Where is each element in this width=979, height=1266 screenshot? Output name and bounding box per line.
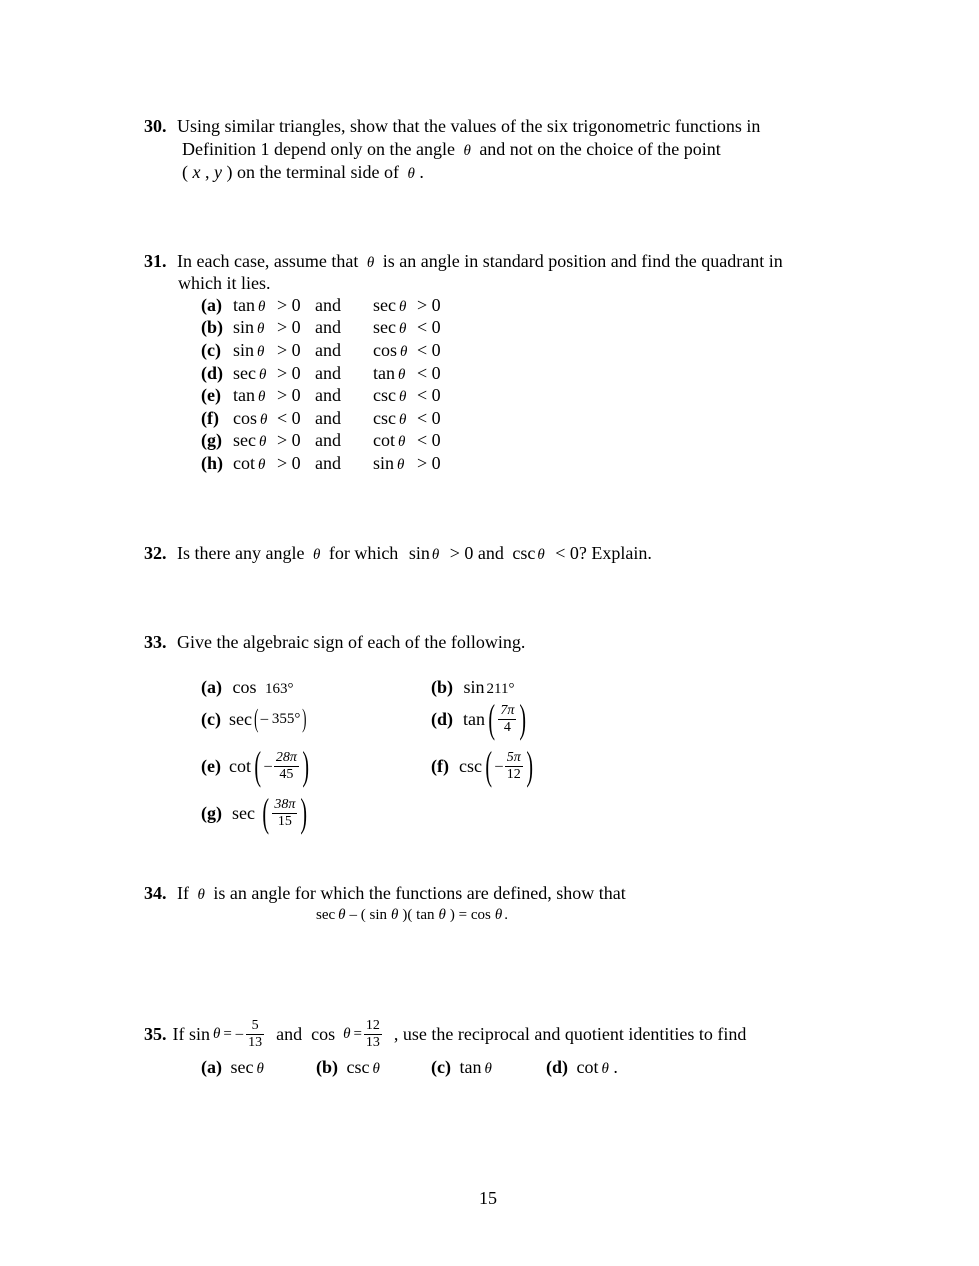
fraction — [272, 797, 297, 830]
problem-30-line2 — [182, 138, 721, 162]
relation-2: > 0 — [417, 452, 441, 473]
relation-1: > 0 — [277, 430, 301, 451]
list-item: (b) csc θ — [316, 1057, 380, 1077]
text: ) on the terminal side of — [226, 162, 399, 182]
item-label: (a) — [201, 677, 222, 697]
problem-text: < 0? Explain. — [555, 543, 652, 563]
right-paren: ) — [519, 696, 527, 741]
theta-symbol: θ — [431, 547, 440, 563]
item-label: (e) — [201, 385, 221, 406]
and-word: and — [315, 407, 341, 428]
cos-fn: cos — [232, 677, 257, 697]
y-var: y — [214, 162, 222, 182]
angle-value: 163° — [265, 681, 294, 697]
theta-symbol: θ — [494, 907, 503, 923]
and-word: and — [315, 430, 341, 451]
left-paren: ( — [485, 743, 492, 788]
denominator: 15 — [277, 813, 292, 829]
list-item — [201, 294, 441, 317]
list-item — [201, 317, 441, 340]
item-33a — [201, 676, 294, 700]
numerator: 5 — [246, 1018, 264, 1035]
problem-text: , use the reciprocal and quotient identities to find — [393, 1024, 747, 1044]
function-1: cot θ — [233, 452, 266, 473]
sin-fn: sin — [463, 677, 485, 697]
list-item — [201, 384, 441, 407]
function-2: csc θ — [373, 385, 407, 406]
theta-symbol: θ — [366, 255, 375, 271]
problem-30-line3 — [182, 161, 424, 185]
item-label: (d) — [201, 362, 223, 383]
function-1: sin θ — [233, 317, 265, 338]
minus-sign: – — [495, 758, 503, 774]
relation-2: < 0 — [417, 385, 441, 406]
x-var: x — [192, 162, 201, 182]
problem-number: 32. — [144, 543, 167, 563]
fraction — [364, 1018, 382, 1051]
theta-symbol: θ — [213, 1026, 221, 1042]
problem-31 — [144, 250, 783, 274]
theta-symbol: θ — [463, 143, 471, 159]
problem-number: 30. — [144, 116, 167, 136]
fraction — [498, 703, 516, 736]
problem-33 — [144, 631, 525, 653]
problem-31-line2 — [178, 272, 271, 294]
denominator: 12 — [506, 766, 521, 782]
relation-1: > 0 — [277, 385, 301, 406]
page-number: 15 — [479, 1188, 497, 1208]
relation-1: > 0 — [277, 294, 301, 315]
item-label: (e) — [201, 756, 221, 776]
item-label: (g) — [201, 430, 222, 451]
denominator: 45 — [279, 766, 294, 782]
theta-symbol: θ — [407, 166, 415, 182]
problem-text: In each case, assume that — [177, 251, 359, 271]
list-item — [201, 339, 441, 362]
text: , — [205, 162, 210, 182]
numerator: 28π — [275, 749, 297, 765]
item-label: (h) — [201, 452, 223, 473]
function-1: tan θ — [233, 385, 266, 406]
problem-text: If — [177, 883, 189, 903]
theta-symbol: θ — [391, 907, 399, 923]
problem-31-list — [201, 294, 441, 475]
numerator: 7π — [500, 702, 515, 718]
right-paren: ) — [300, 790, 308, 835]
function-2: cos θ — [373, 339, 408, 360]
relation-2: < 0 — [417, 362, 441, 383]
item-33d — [431, 698, 530, 740]
function-1: sec θ — [233, 362, 267, 383]
item-33b — [431, 676, 514, 700]
relation-1: < 0 — [277, 407, 301, 428]
problem-text: and cos — [276, 1024, 336, 1044]
item-label: (b) — [201, 317, 223, 338]
relation-2: < 0 — [417, 339, 441, 360]
right-paren: ) — [302, 743, 309, 788]
item-33c — [201, 700, 309, 738]
cot-fn: cot — [228, 756, 251, 776]
minus-sign: – — [264, 758, 272, 774]
function-1: cos θ — [233, 407, 268, 428]
sec-fn: sec — [232, 803, 255, 823]
problem-text: which it lies. — [178, 273, 271, 293]
problem-number: 34. — [144, 883, 167, 903]
problem-text: Is there any angle — [177, 543, 305, 563]
problem-text: is an angle in standard position and find the quadrant in — [382, 251, 783, 271]
text: ( — [182, 162, 188, 182]
relation-2: < 0 — [417, 430, 441, 451]
function-2: sin θ — [373, 452, 405, 473]
list-item: (d) cot θ . — [546, 1057, 618, 1077]
list-item: (a) sec θ — [201, 1057, 264, 1077]
text: )( tan — [402, 907, 435, 923]
problem-text: > 0 and — [449, 543, 504, 563]
function-2: tan θ — [373, 362, 406, 383]
fraction — [505, 750, 523, 783]
left-paren: ( — [254, 743, 261, 788]
item-33g — [201, 792, 311, 834]
problem-30 — [144, 115, 760, 137]
problem-34 — [144, 882, 626, 906]
theta-symbol: θ — [338, 907, 346, 923]
list-item: (c) tan θ — [431, 1057, 492, 1077]
denominator: 13 — [248, 1034, 263, 1050]
function-1: sin θ — [233, 339, 265, 360]
problem-text: If sin — [172, 1024, 210, 1044]
and-word: and — [315, 339, 341, 360]
relation-2: > 0 — [417, 294, 441, 315]
problem-35 — [144, 1013, 746, 1055]
text: – ( sin — [349, 907, 388, 923]
item-label: (c) — [201, 709, 221, 729]
angle-value: – 355° — [260, 711, 301, 727]
problem-32 — [144, 542, 652, 566]
function-1: tan θ — [233, 294, 266, 315]
and-word: and — [315, 452, 341, 473]
item-label: (c) — [201, 339, 221, 360]
list-item — [201, 452, 441, 475]
numerator: 5π — [506, 749, 521, 765]
theta-symbol: θ — [537, 547, 545, 563]
fraction — [274, 750, 299, 783]
right-paren: ) — [526, 743, 533, 788]
item-33f — [431, 745, 536, 787]
numerator: 38π — [274, 796, 296, 812]
and-word: and — [315, 317, 341, 338]
sec-fn: sec — [228, 709, 252, 729]
relation-2: < 0 — [417, 407, 441, 428]
angle-value: 211° — [486, 681, 515, 697]
text: . — [504, 907, 508, 923]
and-word: and — [315, 385, 341, 406]
relation-1: > 0 — [277, 317, 301, 338]
relation-1: > 0 — [277, 339, 301, 360]
item-label: (f) — [431, 756, 449, 776]
theta-symbol: θ — [197, 887, 205, 903]
csc-fn: csc — [458, 756, 482, 776]
denominator: 13 — [365, 1034, 380, 1050]
left-paren: ( — [262, 790, 269, 835]
and-word: and — [315, 294, 341, 315]
theta-symbol: θ — [312, 547, 321, 563]
theta-symbol: θ — [438, 907, 446, 923]
item-label: (a) — [201, 294, 222, 315]
theta-symbol: θ — [343, 1026, 351, 1042]
numerator: 12 — [365, 1017, 380, 1033]
function-1: sec θ — [233, 430, 267, 451]
text: . — [419, 162, 424, 182]
function-2: sec θ — [373, 317, 407, 338]
left-paren: ( — [488, 696, 495, 741]
right-paren: ) — [302, 704, 307, 733]
list-item — [201, 362, 441, 385]
problem-number: 35. — [144, 1024, 167, 1044]
list-item — [201, 407, 441, 430]
relation-1: > 0 — [277, 362, 301, 383]
relation-2: < 0 — [417, 317, 441, 338]
item-label: (f) — [201, 407, 219, 428]
identity-equation — [316, 906, 508, 924]
csc-fn: csc — [512, 543, 536, 563]
sin-fn: sin — [408, 543, 430, 563]
item-label: (b) — [431, 677, 453, 697]
item-33e — [201, 745, 312, 787]
problem-number: 31. — [144, 251, 167, 271]
tan-fn: tan — [463, 709, 485, 729]
problem-text: Using similar triangles, show that the values of the six trigonometric functions in — [177, 116, 761, 136]
relation-1: > 0 — [277, 452, 301, 473]
problem-text: for which — [328, 543, 399, 563]
function-2: cot θ — [373, 430, 406, 451]
denominator: 4 — [503, 719, 511, 735]
and-word: and — [315, 362, 341, 383]
problem-text: Give the algebraic sign of each of the following. — [177, 632, 526, 652]
function-2: csc θ — [373, 407, 407, 428]
text: ) = cos — [449, 907, 491, 923]
problem-number: 33. — [144, 632, 167, 652]
item-label: (d) — [431, 709, 453, 729]
fraction — [246, 1018, 264, 1051]
text: and not on the choice of the point — [479, 139, 721, 159]
text: Definition 1 depend only on the angle — [182, 139, 455, 159]
sec-fn: sec — [316, 907, 336, 923]
item-label: (g) — [201, 803, 222, 823]
text: = — [353, 1026, 362, 1042]
problem-text: is an angle for which the functions are defined, show that — [213, 883, 626, 903]
function-2: sec θ — [373, 294, 407, 315]
list-item — [201, 430, 441, 453]
text: = – — [223, 1026, 244, 1042]
left-paren: ( — [254, 704, 259, 733]
